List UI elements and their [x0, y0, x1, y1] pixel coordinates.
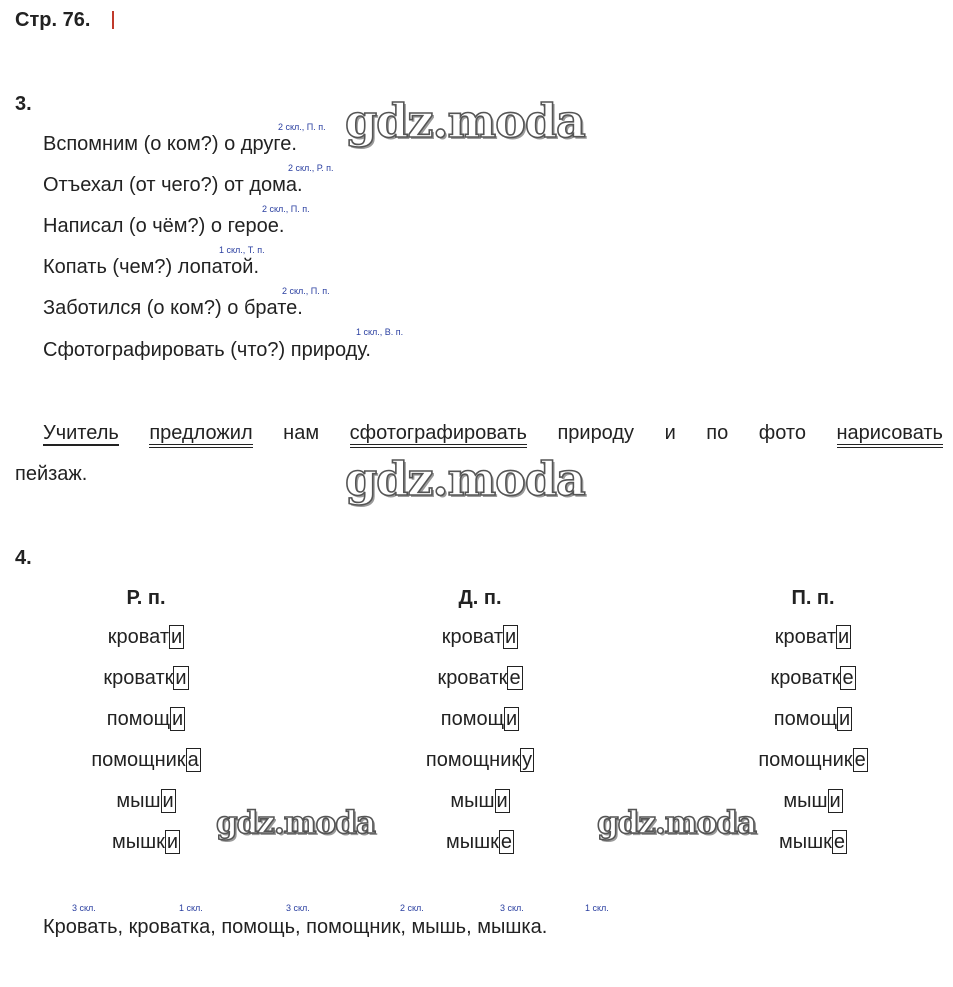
case-note-6: 1 скл., В. п.: [356, 327, 404, 337]
predicate-word: нарисовать: [837, 422, 943, 448]
ending-box: и: [175, 667, 187, 689]
word-item: мышк е: [778, 831, 846, 853]
ending-box: е: [833, 831, 846, 853]
ex3-sentence: [43, 421, 943, 445]
case-note-3: 2 скл., П. п.: [262, 204, 310, 214]
column-header: Р. п.: [126, 587, 166, 609]
text-cursor: [112, 11, 114, 29]
sentence-word: природу: [557, 422, 635, 444]
declension-note: 2 скл.: [400, 903, 424, 913]
word-item: помощник е: [758, 749, 866, 771]
ex3-line-3: Написал (о чём?) о герое.: [43, 215, 285, 237]
ending-box: и: [496, 790, 508, 812]
word-item: помощник у: [425, 749, 533, 771]
word-item: кроватк е: [437, 667, 521, 689]
word-item: кроват и: [441, 626, 517, 648]
word-item: помощ и: [106, 708, 184, 730]
exercise-4-number: 4.: [15, 547, 32, 569]
word-item: мышк е: [445, 831, 513, 853]
page-label: Стр. 76.: [15, 9, 91, 31]
word-item: помощник а: [91, 749, 199, 771]
word-item: мышк и: [111, 831, 179, 853]
case-column-dative: [370, 586, 590, 876]
sentence-word: и: [664, 422, 676, 444]
column-header: П. п.: [791, 587, 835, 609]
subject-word: Учитель: [43, 422, 119, 444]
declension-note: 3 скл.: [286, 903, 310, 913]
column-header: Д. п.: [458, 587, 502, 609]
predicate-word: предложил: [149, 422, 252, 448]
ex3-sentence-end: пейзаж.: [15, 463, 88, 485]
watermark-logo: gdz.moda: [345, 452, 585, 506]
word-item: мыш и: [783, 790, 841, 812]
ending-box: и: [162, 790, 174, 812]
case-note-5: 2 скл., П. п.: [282, 286, 330, 296]
sentence-word: нам: [283, 422, 320, 444]
exercise-3-number: 3.: [15, 93, 32, 115]
word-item: помощ и: [773, 708, 851, 730]
ex3-line-4: Копать (чем?) лопатой.: [43, 256, 260, 278]
watermark-logo: gdz.moda: [216, 805, 375, 841]
predicate-word: сфотографировать: [350, 422, 527, 448]
ending-box: и: [505, 626, 517, 648]
ending-box: и: [838, 626, 850, 648]
ending-box: и: [506, 708, 518, 730]
ending-box: и: [172, 708, 184, 730]
declension-note: 3 скл.: [72, 903, 96, 913]
word-item: помощ и: [440, 708, 518, 730]
case-note-4: 1 скл., Т. п.: [219, 245, 265, 255]
case-note-1: 2 скл., П. п.: [278, 122, 326, 132]
case-note-2: 2 скл., Р. п.: [288, 163, 334, 173]
word-item: кроватк и: [103, 667, 187, 689]
ending-box: и: [166, 831, 179, 853]
ex3-line-1: Вспомним (о ком?) о друге.: [43, 133, 297, 155]
word-item: мыш и: [450, 790, 508, 812]
ex3-line-5: Заботился (о ком?) о брате.: [43, 297, 303, 319]
watermark-logo: gdz.moda: [345, 94, 585, 148]
ending-box: и: [839, 708, 851, 730]
sentence-word: по: [706, 422, 729, 444]
ending-box: и: [171, 626, 183, 648]
watermark-logo: gdz.moda: [597, 805, 756, 841]
ending-box: е: [842, 667, 854, 689]
declension-note: 3 скл.: [500, 903, 524, 913]
ending-box: е: [509, 667, 521, 689]
declension-note: 1 скл.: [179, 903, 203, 913]
ending-box: е: [500, 831, 513, 853]
ending-box: е: [854, 749, 866, 771]
sentence-word: фото: [758, 422, 806, 444]
word-item: кроват и: [107, 626, 183, 648]
word-item: кроватк е: [770, 667, 854, 689]
declension-note: 1 скл.: [585, 903, 609, 913]
word-item: мыш и: [116, 790, 174, 812]
ex3-line-6: Сфотографировать (что?) природу.: [43, 339, 371, 361]
word-item: кроват и: [774, 626, 850, 648]
ex3-line-2: Отъехал (от чего?) от дома.: [43, 174, 303, 196]
ending-box: а: [187, 749, 199, 771]
ending-box: у: [522, 749, 533, 771]
ending-box: и: [829, 790, 841, 812]
ex4-final-line: Кровать, кроватка, помощь, помощник, мышь, мышка.: [43, 916, 548, 938]
